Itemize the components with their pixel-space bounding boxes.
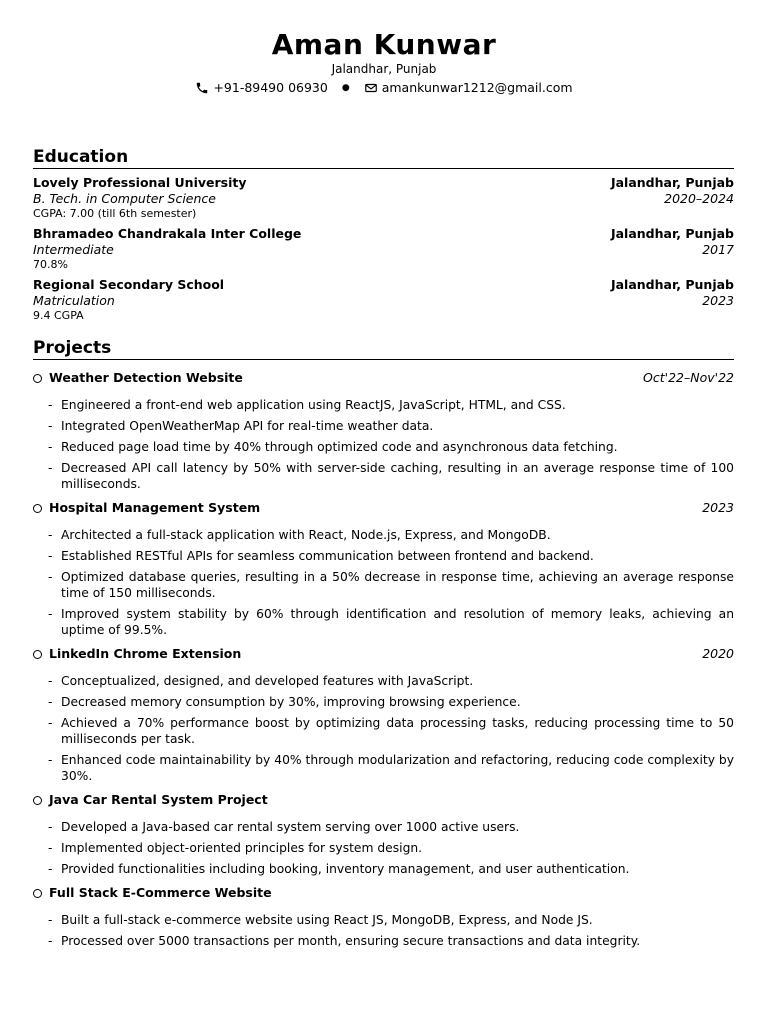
phone-icon — [195, 81, 209, 95]
bullet-text: Reduced page load time by 40% through optimized code and asynchronous data fetching. — [61, 440, 618, 454]
education-dates: 2017 — [702, 242, 734, 257]
project-entry — [33, 370, 734, 492]
education-note: CGPA: 7.00 (till 6th semester) — [33, 207, 197, 220]
bullet-text: Engineered a front-end web application using ReactJS, JavaScript, HTML, and CSS. — [61, 398, 566, 412]
section-title-education: Education — [33, 147, 734, 169]
education-entry — [33, 175, 734, 226]
project-name: LinkedIn Chrome Extension — [49, 646, 242, 661]
dash-bullet-icon: - — [48, 549, 53, 563]
circle-bullet-icon — [33, 374, 42, 383]
candidate-name: Aman Kunwar — [271, 28, 497, 61]
bullet-text: Conceptualized, designed, and developed features with JavaScript. — [61, 674, 474, 688]
project-bullet-item — [33, 673, 734, 689]
institution-name: Regional Secondary School — [33, 277, 225, 292]
bullet-text: Processed over 5000 transactions per month, ensuring secure transactions and data integrity. — [61, 934, 641, 948]
dash-bullet-icon: - — [48, 440, 53, 454]
institution-location: Jalandhar, Punjab — [610, 277, 734, 292]
projects-section — [33, 338, 734, 949]
project-dates: 2020 — [702, 646, 734, 661]
project-bullet-item — [33, 912, 734, 928]
bullet-text: Decreased memory consumption by 30%, improving browsing experience. — [61, 695, 521, 709]
project-bullets — [33, 819, 734, 877]
institution-location: Jalandhar, Punjab — [610, 226, 734, 241]
project-bullets — [33, 397, 734, 492]
project-dates: Oct'22–Nov'22 — [643, 370, 734, 385]
project-bullet-item — [33, 715, 734, 747]
degree-name: B. Tech. in Computer Science — [33, 191, 216, 206]
project-name: Weather Detection Website — [49, 370, 243, 385]
project-bullet-item — [33, 527, 734, 543]
degree-name: Matriculation — [33, 293, 115, 308]
education-note: 70.8% — [33, 258, 68, 271]
project-bullet-item — [33, 752, 734, 784]
bullet-text: Built a full-stack e-commerce website using React JS, MongoDB, Express, and Node JS. — [61, 913, 593, 927]
project-bullets — [33, 673, 734, 784]
bullet-text: Provided functionalities including booking, inventory management, and user authentication. — [61, 862, 630, 876]
project-name: Hospital Management System — [49, 500, 261, 515]
dash-bullet-icon: - — [48, 674, 53, 688]
institution-name: Bhramadeo Chandrakala Inter College — [33, 226, 302, 241]
bullet-text: Implemented object-oriented principles for system design. — [61, 841, 423, 855]
dash-bullet-icon: - — [48, 570, 53, 584]
candidate-location: Jalandhar, Punjab — [331, 62, 437, 76]
dash-bullet-icon: - — [48, 913, 53, 927]
dash-bullet-icon: - — [48, 934, 53, 948]
project-bullet-item — [33, 861, 734, 877]
section-title-projects: Projects — [33, 338, 734, 360]
bullet-text: Achieved a 70% performance boost by optimizing data processing tasks, reducing processing time to 50 milliseconds per task. — [61, 716, 734, 746]
project-dates: 2023 — [702, 500, 734, 515]
bullet-text: Developed a Java-based car rental system serving over 1000 active users. — [61, 820, 520, 834]
institution-location: Jalandhar, Punjab — [610, 175, 734, 190]
dash-bullet-icon: - — [48, 753, 53, 767]
institution-name: Lovely Professional University — [33, 175, 247, 190]
project-bullet-item — [33, 606, 734, 638]
email-address[interactable]: amankunwar1212@gmail.com — [381, 80, 573, 95]
circle-bullet-icon — [33, 650, 42, 659]
dash-bullet-icon: - — [48, 607, 53, 621]
project-entry — [33, 646, 734, 784]
phone-number[interactable]: +91-89490 06930 — [213, 80, 328, 95]
project-bullet-item — [33, 548, 734, 564]
bullet-text: Enhanced code maintainability by 40% through modularization and refactoring, reducing code complexity by 30%. — [61, 753, 734, 783]
project-bullet-item — [33, 418, 734, 434]
projects-list — [33, 370, 734, 949]
contact-separator: ● — [341, 83, 350, 93]
project-entry — [33, 885, 734, 949]
project-bullet-item — [33, 840, 734, 856]
project-bullets — [33, 527, 734, 638]
dash-bullet-icon: - — [48, 841, 53, 855]
project-bullets — [33, 912, 734, 949]
dash-bullet-icon: - — [48, 461, 53, 475]
education-section — [33, 147, 734, 322]
degree-name: Intermediate — [33, 242, 114, 257]
project-name: Full Stack E-Commerce Website — [49, 885, 272, 900]
envelope-icon — [364, 81, 378, 95]
project-bullet-item — [33, 694, 734, 710]
dash-bullet-icon: - — [48, 419, 53, 433]
project-bullet-item — [33, 439, 734, 455]
bullet-text: Optimized database queries, resulting in a 50% decrease in response time, achieving an average response time of 150 milliseconds. — [61, 570, 734, 600]
project-bullet-item — [33, 933, 734, 949]
dash-bullet-icon: - — [48, 862, 53, 876]
bullet-text: Integrated OpenWeatherMap API for real-time weather data. — [61, 419, 434, 433]
resume-header — [0, 28, 768, 98]
dash-bullet-icon: - — [48, 695, 53, 709]
project-entry — [33, 500, 734, 638]
education-list — [33, 175, 734, 322]
circle-bullet-icon — [33, 796, 42, 805]
education-entry — [33, 277, 734, 322]
circle-bullet-icon — [33, 889, 42, 898]
education-dates: 2020–2024 — [664, 191, 734, 206]
education-note: 9.4 CGPA — [33, 309, 84, 322]
circle-bullet-icon — [33, 504, 42, 513]
project-bullet-item — [33, 819, 734, 835]
project-bullet-item — [33, 397, 734, 413]
project-name: Java Car Rental System Project — [49, 792, 268, 807]
bullet-text: Improved system stability by 60% through identification and resolution of memory leaks, achieving an uptime of 99.5%. — [61, 607, 734, 637]
project-bullet-item — [33, 460, 734, 492]
dash-bullet-icon: - — [48, 820, 53, 834]
contact-line — [0, 78, 768, 98]
dash-bullet-icon: - — [48, 716, 53, 730]
dash-bullet-icon: - — [48, 398, 53, 412]
project-bullet-item — [33, 569, 734, 601]
project-entry — [33, 792, 734, 877]
bullet-text: Architected a full-stack application with React, Node.js, Express, and MongoDB. — [61, 528, 551, 542]
dash-bullet-icon: - — [48, 528, 53, 542]
bullet-text: Established RESTful APIs for seamless communication between frontend and backend. — [61, 549, 594, 563]
bullet-text: Decreased API call latency by 50% with server-side caching, resulting in an average response time of 100 milliseconds. — [61, 461, 734, 491]
education-dates: 2023 — [702, 293, 734, 308]
education-entry — [33, 226, 734, 277]
